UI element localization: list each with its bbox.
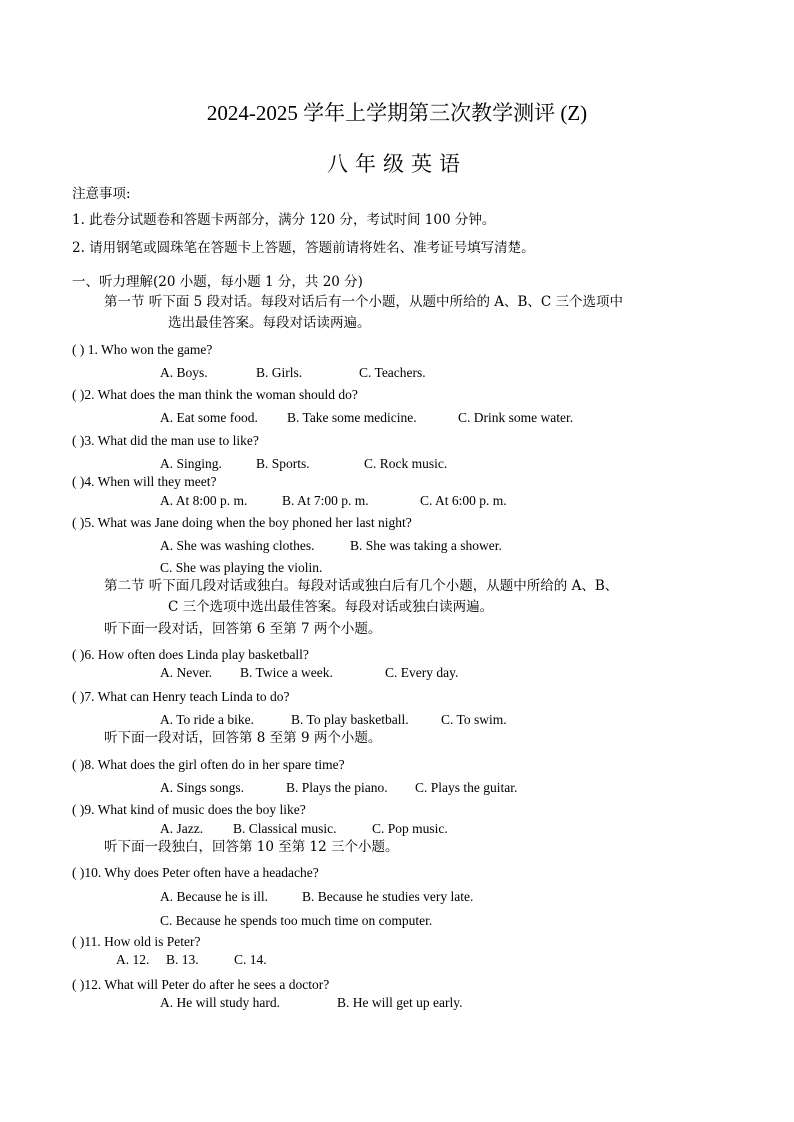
notice-item: 2. 请用钢笔或圆珠笔在答题卡上答题，答题前请将姓名、准考证号填写清楚。 xyxy=(72,240,535,256)
option-b: B. Classical music. xyxy=(233,821,337,836)
option-c: C. Pop music. xyxy=(372,821,448,836)
option-c: C. She was playing the violin. xyxy=(160,560,323,575)
notice-item: 1. 此卷分试题卷和答题卡两部分，满分 120 分，考试时间 100 分钟。 xyxy=(72,212,496,228)
question-stem: ( )8. What does the girl often do in her spare time? xyxy=(72,757,345,772)
option-c: C. Rock music. xyxy=(364,456,448,471)
option-b: B. Twice a week. xyxy=(240,665,333,680)
option-b: B. To play basketball. xyxy=(291,712,409,727)
question-options xyxy=(160,456,447,472)
option-b: B. Sports. xyxy=(256,456,310,471)
option-c: C. Every day. xyxy=(385,665,459,680)
question-options xyxy=(160,821,448,837)
option-b: B. At 7:00 p. m. xyxy=(282,493,369,508)
option-a: A. Sings songs. xyxy=(160,780,245,795)
question-options xyxy=(160,665,458,681)
exam-subtitle: 八年级英语 xyxy=(327,152,467,176)
option-c: C. To swim. xyxy=(441,712,507,727)
question-stem: ( )5. What was Jane doing when the boy phoned her last night? xyxy=(72,515,412,530)
section-heading: 一、听力理解(20 小题，每小题 1 分，共 20 分) xyxy=(72,274,363,290)
option-a: A. Boys. xyxy=(160,365,208,380)
option-a: A. To ride a bike. xyxy=(160,712,255,727)
question-options xyxy=(160,538,502,554)
option-c: C. Plays the guitar. xyxy=(415,780,518,795)
question-stem: ( )7. What can Henry teach Linda to do? xyxy=(72,689,290,704)
option-a: A. Eat some food. xyxy=(160,410,258,425)
part-instruction: 第一节 听下面 5 段对话。每段对话后有一个小题，从题中所给的 A、B、C 三个选项中 xyxy=(104,294,624,310)
option-c: C. Teachers. xyxy=(359,365,426,380)
option-c: C. 14. xyxy=(234,952,267,967)
listening-intro: 听下面一段对话，回答第 8 至第 9 两个小题。 xyxy=(104,730,382,746)
option-a: A. Jazz. xyxy=(160,821,204,836)
exam-title: 2024-2025 学年上学期第三次教学测评 (Z) xyxy=(206,101,588,125)
question-options xyxy=(160,995,462,1011)
option-a: A. Because he is ill. xyxy=(160,889,268,904)
question-stem: ( )2. What does the man think the woman should do? xyxy=(72,387,358,402)
question-stem: ( )9. What kind of music does the boy like? xyxy=(72,802,306,817)
option-b: B. Take some medicine. xyxy=(287,410,417,425)
question-stem: ( )10. Why does Peter often have a headache? xyxy=(72,865,319,880)
option-a: A. She was washing clothes. xyxy=(160,538,315,553)
question-options xyxy=(160,410,573,426)
question-options xyxy=(116,952,267,968)
question-stem: ( )3. What did the man use to like? xyxy=(72,433,259,448)
option-a: A. Singing. xyxy=(160,456,222,471)
option-b: B. Because he studies very late. xyxy=(302,889,474,904)
option-b: B. He will get up early. xyxy=(337,995,463,1010)
part-instruction: 第二节 听下面几段对话或独白。每段对话或独白后有几个小题，从题中所给的 A、B、 xyxy=(104,578,619,594)
question-stem: ( )4. When will they meet? xyxy=(72,474,217,489)
question-stem: ( )12. What will Peter do after he sees a doctor? xyxy=(72,977,330,992)
listening-intro: 听下面一段对话，回答第 6 至第 7 两个小题。 xyxy=(104,621,382,637)
option-c: C. Drink some water. xyxy=(458,410,574,425)
option-a: A. He will study hard. xyxy=(160,995,280,1010)
question-options xyxy=(160,365,426,381)
option-a: A. 12. xyxy=(116,952,150,967)
notice-heading: 注意事项: xyxy=(72,186,131,202)
part-instruction: 选出最佳答案。每段对话读两遍。 xyxy=(168,315,371,331)
question-stem: ( ) 1. Who won the game? xyxy=(72,342,213,357)
question-stem: ( )6. How often does Linda play basketball? xyxy=(72,647,309,662)
part-instruction: C 三个选项中选出最佳答案。每段对话或独白读两遍。 xyxy=(168,599,494,615)
option-b: B. 13. xyxy=(166,952,199,967)
question-options xyxy=(160,712,507,728)
option-b: B. She was taking a shower. xyxy=(350,538,502,553)
option-c: C. Because he spends too much time on computer. xyxy=(160,913,433,928)
option-c: C. At 6:00 p. m. xyxy=(420,493,507,508)
question-options xyxy=(160,889,473,905)
option-b: B. Girls. xyxy=(256,365,303,380)
question-options xyxy=(160,493,507,509)
option-a: A. Never. xyxy=(160,665,213,680)
listening-intro: 听下面一段独白，回答第 10 至第 12 三个小题。 xyxy=(104,839,399,855)
question-stem: ( )11. How old is Peter? xyxy=(72,934,201,949)
option-b: B. Plays the piano. xyxy=(286,780,388,795)
option-a: A. At 8:00 p. m. xyxy=(160,493,248,508)
question-options xyxy=(160,780,517,796)
